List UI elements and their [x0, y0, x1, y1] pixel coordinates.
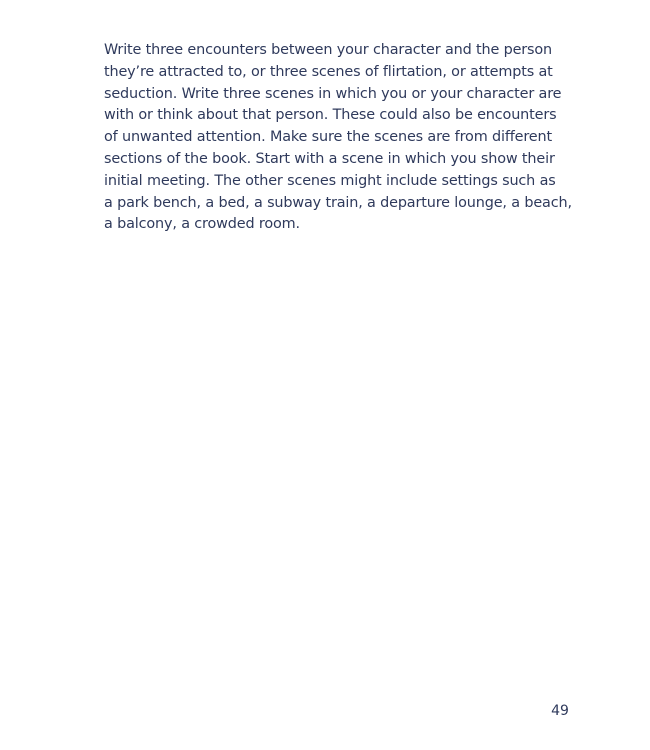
- paragraph-line: seduction. Write three scenes in which you or your character are: [104, 85, 562, 102]
- paragraph-line: a park bench, a bed, a subway train, a departure lounge, a beach,: [104, 194, 572, 211]
- paragraph-line: initial meeting. The other scenes might include settings such as: [104, 172, 556, 189]
- paragraph-line: Write three encounters between your character and the person: [104, 42, 553, 58]
- paragraph-line: with or think about that person. These could also be encounters: [104, 107, 557, 124]
- paragraph-line: a balcony, a crowded room.: [104, 216, 300, 233]
- page-number: 49: [551, 703, 569, 719]
- body-paragraph: [104, 40, 572, 236]
- paragraph-line: they’re attracted to, or three scenes of flirtation, or attempts at: [104, 63, 553, 80]
- paragraph-line: of unwanted attention. Make sure the scenes are from different: [104, 129, 552, 146]
- paragraph-line: sections of the book. Start with a scene in which you show their: [104, 150, 555, 167]
